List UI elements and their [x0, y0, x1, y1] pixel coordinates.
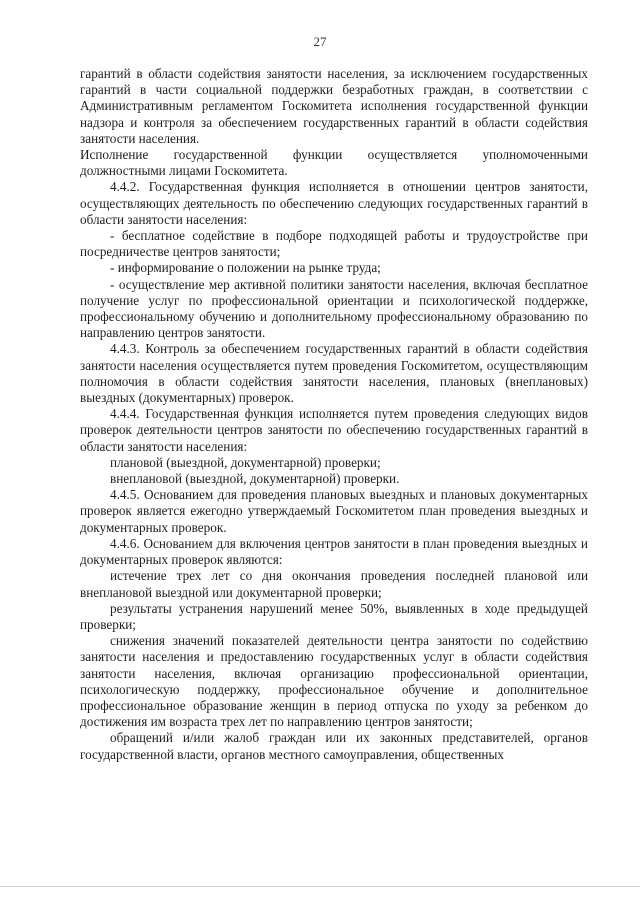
paragraph: гарантий в области содействия занятости населения, за исключением государственных гарантий в части социальной поддержки безработных граждан, в соответствии с Административным регламентом Госкомитета исполнения государственной функции надзора и контроля за обеспечением государственных гарантий в области содействия занятости населения. — [80, 66, 588, 146]
list-item: - информирование о положении на рынке труда; — [110, 260, 381, 276]
document-body — [80, 66, 588, 763]
page-number: 27 — [313, 34, 327, 49]
list-item: снижения значений показателей деятельности центра занятости по содействию занятости населения и предоставлению государственных услуг в области содействия занятости населения, включая организацию профессиональной ориентации, психологическую поддержку, профессиональное обучение и дополнительное профессиональное образование женщин в период отпуска по уходу за ребенком до достижения им возраста трех лет по направлению центров занятости; — [80, 633, 588, 730]
paragraph: 4.4.4. Государственная функция исполняется путем проведения следующих видов проверок деятельности центров занятости по обеспечению государственных гарантий в области занятости населения: — [80, 406, 588, 454]
list-item: плановой (выездной, документарной) проверки; — [110, 454, 381, 470]
list-item: результаты устранения нарушений менее 50%, выявленных в ходе предыдущей проверки; — [80, 600, 588, 632]
page-edge-divider — [0, 886, 640, 887]
paragraph: Исполнение государственной функции осуществляется уполномоченными должностными лицами Госкомитета. — [80, 147, 588, 179]
list-item: истечение трех лет со дня окончания проведения последней плановой или внеплановой выездной или документарной проверки; — [80, 568, 588, 600]
list-item: внеплановой (выездной, документарной) проверки. — [110, 471, 400, 487]
paragraph: 4.4.6. Основанием для включения центров занятости в план проведения выездных и документарных проверок являются: — [80, 535, 588, 568]
list-item: обращений и/или жалоб граждан или их законных представителей, органов государственной власти, органов местного самоуправления, общественных — [80, 730, 588, 762]
paragraph: 4.4.2. Государственная функция исполняется в отношении центров занятости, осуществляющих деятельность по обеспечению следующих государственных гарантий в области занятости населения: — [80, 179, 588, 227]
list-item: - бесплатное содействие в подборе подходящей работы и трудоустройстве при посредничестве центров занятости; — [80, 228, 588, 260]
list-item: - осуществление мер активной политики занятости населения, включая бесплатное получение услуг по профессиональной ориентации и психологической поддержке, профессиональному обучению и дополнительному профессиональному образованию по направлению центров занятости. — [80, 276, 588, 341]
paragraph: 4.4.3. Контроль за обеспечением государственных гарантий в области содействия занятости населения осуществляется путем проведения Госкомитетом, осуществляющим полномочия в области содействия занятости населения, плановых (внеплановых) выездных (документарных) проверок. — [80, 341, 588, 406]
paragraph: 4.4.5. Основанием для проведения плановых выездных и плановых документарных проверок является ежегодно утверждаемый Госкомитетом план проведения выездных и документарных проверок. — [80, 487, 588, 535]
